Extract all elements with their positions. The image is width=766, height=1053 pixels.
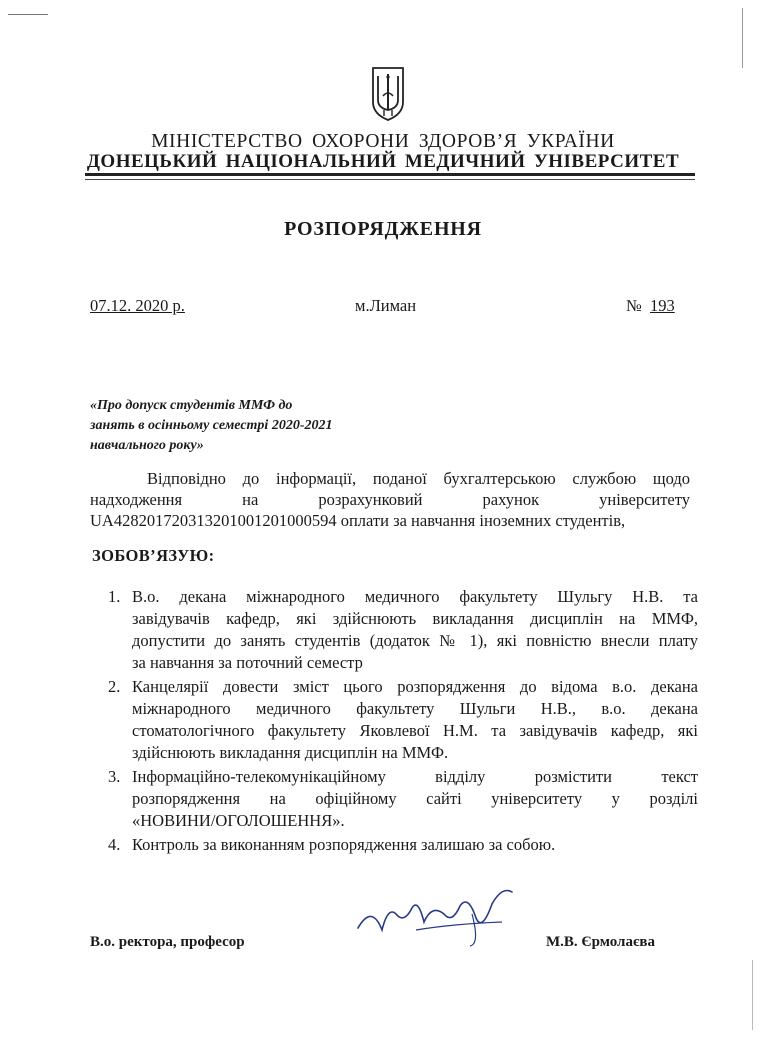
item-line: В.о. декана міжнародного медичного факультету Шульгу Н.В. та	[132, 587, 698, 606]
scan-mark	[752, 960, 753, 1030]
list-item	[108, 766, 698, 832]
order-heading: ЗОБОВ’ЯЗУЮ:	[92, 546, 215, 565]
item-line: «НОВИНИ/ОГОЛОШЕННЯ».	[132, 811, 345, 830]
item-number: 1.	[108, 587, 121, 606]
subject-line: «Про допуск студентів ММФ до	[90, 398, 293, 413]
document-number: 193	[650, 296, 675, 315]
item-line: Контроль за виконанням розпорядження залишаю за собою.	[132, 835, 556, 854]
item-line: розпорядження на офіційному сайті університету у розділі	[132, 789, 698, 808]
item-number: 2.	[108, 677, 121, 696]
ministry-name: МІНІСТЕРСТВО ОХОРОНИ ЗДОРОВ’Я УКРАЇНИ	[151, 131, 615, 152]
signatory-position: В.о. ректора, професор	[90, 934, 245, 950]
item-line: здійснюють викладання дисциплін на ММФ.	[132, 743, 449, 762]
list-item	[108, 676, 698, 764]
item-number: 3.	[108, 767, 121, 786]
handwritten-signature-icon	[352, 884, 532, 948]
subject-line: навчального року»	[90, 438, 204, 453]
item-line: за навчання за поточний семестр	[132, 653, 363, 672]
scan-mark	[742, 8, 743, 68]
document-date: 07.12. 2020 р.	[90, 296, 185, 315]
item-number: 4.	[108, 835, 121, 854]
document-type: РОЗПОРЯДЖЕННЯ	[284, 218, 482, 240]
item-line: допустити до занять студентів (додаток № 1), які повністю внесли плату	[132, 631, 698, 650]
ukraine-trident-icon	[369, 66, 407, 122]
signatory-name: М.В. Єрмолаєва	[546, 934, 656, 950]
preamble-line: UA428201720313201001201000594 оплати за навчання іноземних студентів,	[90, 511, 626, 530]
preamble-line: Відповідно до інформації, поданої бухгалтерською службою щодо	[147, 469, 690, 488]
order-items-list	[108, 586, 698, 858]
item-line: міжнародного медичного факультету Шульги Н.В., в.о. декана	[132, 699, 698, 718]
item-line: завідувачів кафедр, які здійснюють викладання дисциплін на ММФ,	[132, 609, 698, 628]
subject-line: занять в осінньому семестрі 2020-2021	[90, 418, 333, 433]
item-line: Канцелярії довести зміст цього розпорядження до відома в.о. декана	[132, 677, 698, 696]
document-city: м.Лиман	[355, 296, 417, 315]
document-number-label: №	[626, 296, 642, 315]
list-item	[108, 586, 698, 674]
header-divider	[85, 179, 695, 180]
scan-mark	[8, 14, 48, 15]
item-line: Інформаційно-телекомунікаційному відділу розмістити текст	[132, 767, 698, 786]
item-line: стоматологічного факультету Яковлевої Н.М. та завідувачів кафедр, які	[132, 721, 698, 740]
document-subject	[90, 396, 390, 456]
header-divider	[85, 173, 695, 176]
university-name: ДОНЕЦЬКИЙ НАЦІОНАЛЬНИЙ МЕДИЧНИЙ УНІВЕРСИТЕТ	[86, 151, 680, 172]
preamble-paragraph	[90, 468, 690, 531]
preamble-line: надходження на розрахунковий рахунок університету	[90, 490, 690, 509]
list-item	[108, 834, 698, 856]
